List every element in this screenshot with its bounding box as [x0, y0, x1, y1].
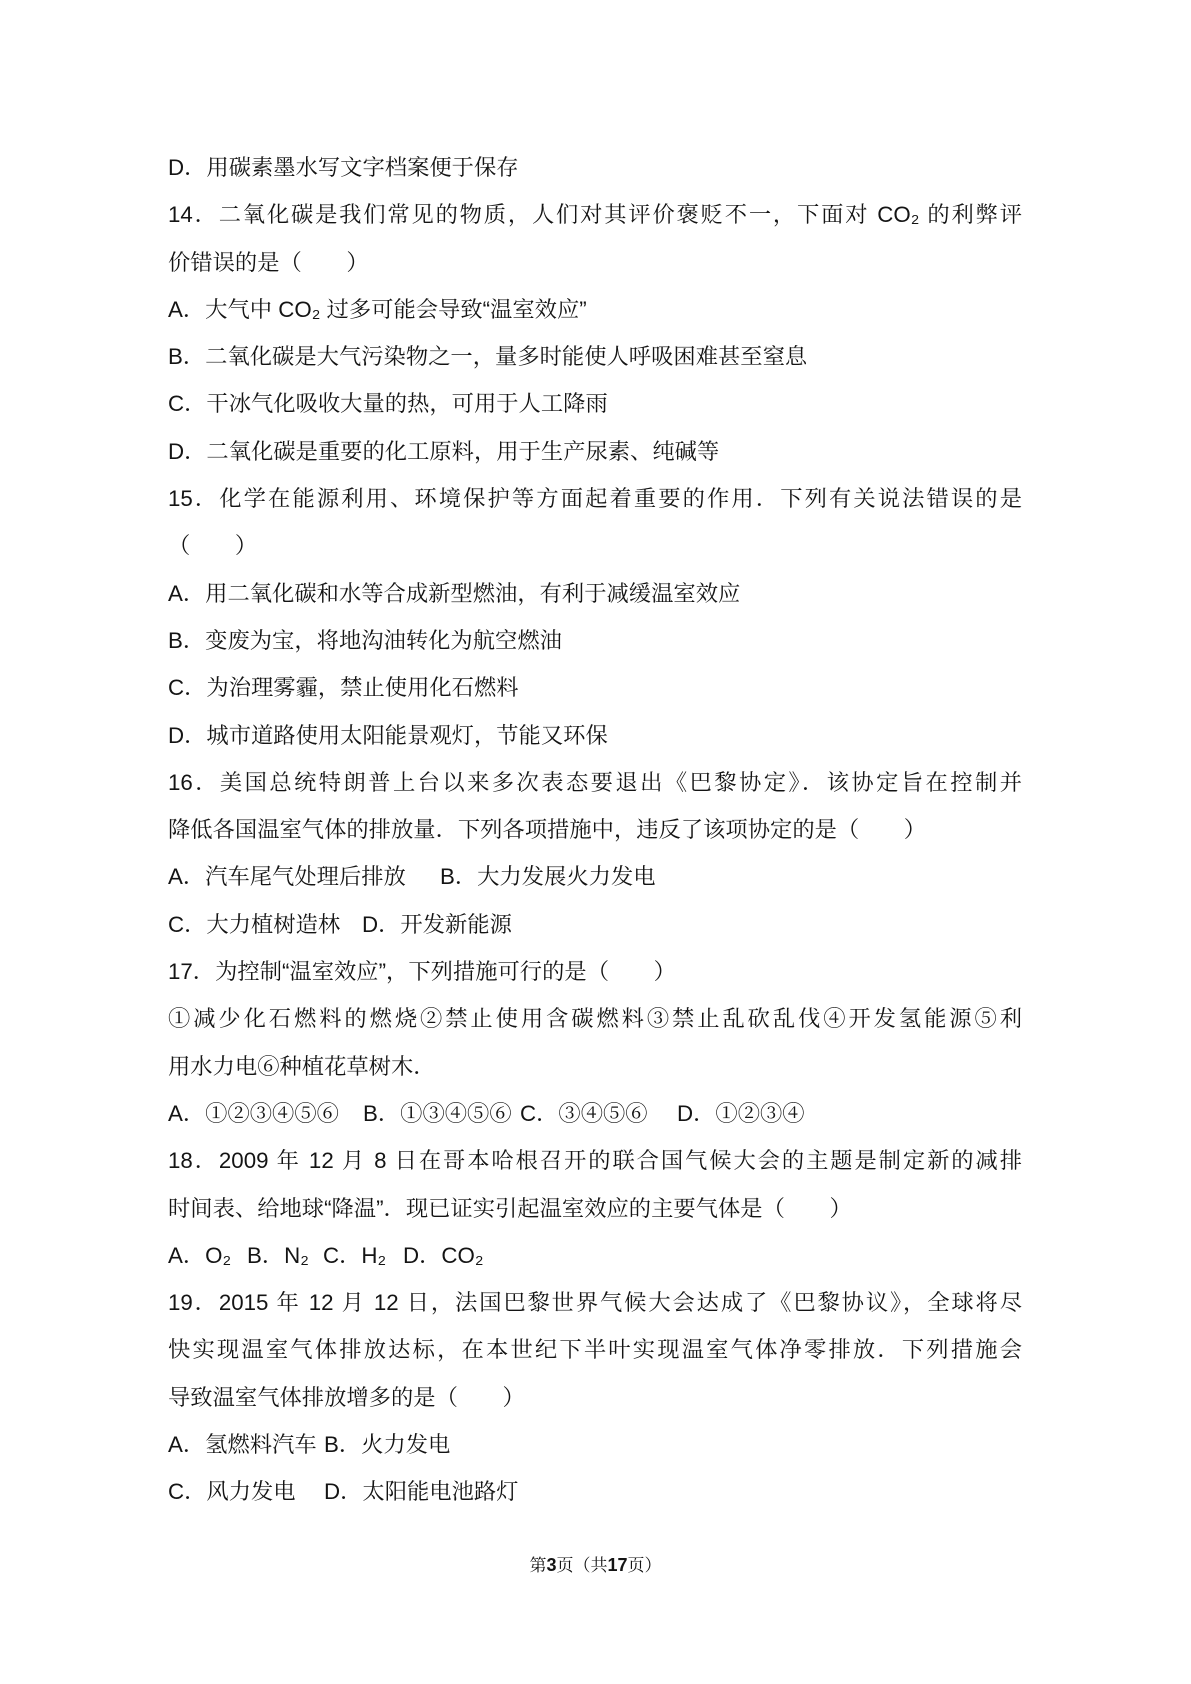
option-c: C．大力植树造林 — [168, 911, 341, 937]
question-14 — [168, 191, 1022, 475]
option-b: B．火力发电 — [324, 1432, 451, 1458]
question-18 — [168, 1137, 1022, 1279]
footer-suffix: 页） — [627, 1556, 662, 1575]
option-b: B．二氧化碳是大气污染物之一，量多时能使人呼吸困难甚至窒息 — [168, 344, 808, 370]
options-row — [168, 1090, 1022, 1137]
option-b: B．①③④⑤⑥ — [363, 1100, 512, 1126]
footer-page-number: 3 — [546, 1555, 557, 1575]
footer-total-pages: 17 — [607, 1555, 628, 1575]
option-b: B．变废为宝，将地沟油转化为航空燃油 — [168, 627, 562, 653]
option-a: A．①②③④⑤⑥ — [168, 1100, 339, 1126]
question-stem-line: 16．美国总统特朗普上台以来多次表态要退出《巴黎协定》．该协定旨在控制并 — [168, 769, 1022, 795]
question-stem-line: 用水力电⑥种植花草树木． — [168, 1053, 436, 1079]
question-16 — [168, 759, 1022, 948]
question-stem-line: （ ） — [168, 533, 258, 559]
question-stem-line: 18．2009 年 12 月 8 日在哥本哈根召开的联合国气候大会的主题是制定新的减排 — [168, 1148, 1022, 1174]
option-d: D．二氧化碳是重要的化工原料，用于生产尿素、纯碱等 — [168, 438, 720, 464]
question-stem-line: 导致温室气体排放增多的是（ ） — [168, 1384, 525, 1410]
options-row — [168, 853, 1022, 900]
option-c: C．风力发电 — [168, 1479, 296, 1505]
question-stem-line: 17．为控制“温室效应”，下列措施可行的是（ ） — [168, 959, 676, 985]
question-17 — [168, 948, 1022, 1137]
options-row — [168, 1421, 1022, 1468]
option-a: A．汽车尾气处理后排放 — [168, 864, 406, 890]
option-d: D．城市道路使用太阳能景观灯，节能又环保 — [168, 722, 608, 748]
question-stem-line: 14．二氧化碳是我们常见的物质，人们对其评价褒贬不一，下面对 CO₂ 的利弊评 — [168, 202, 1022, 228]
option-c: C．③④⑤⑥ — [520, 1100, 648, 1126]
question-stem-line: ①减少化石燃料的燃烧②禁止使用含碳燃料③禁止乱砍乱伐④开发氢能源⑤利 — [168, 1006, 1022, 1032]
option-b: B．N₂ — [247, 1242, 309, 1268]
question-15 — [168, 475, 1022, 759]
option-a: A．氢燃料汽车 — [168, 1432, 317, 1458]
option-a: A．O₂ — [168, 1242, 232, 1268]
option-a: A．大气中 CO₂ 过多可能会导致“温室效应” — [168, 296, 587, 322]
option-a: A．用二氧化碳和水等合成新型燃油，有利于减缓温室效应 — [168, 580, 741, 606]
question-stem-line: 降低各国温室气体的排放量．下列各项措施中，违反了该项协定的是（ ） — [168, 817, 927, 843]
question-19 — [168, 1279, 1022, 1515]
option-c: C．干冰气化吸收大量的热，可用于人工降雨 — [168, 391, 608, 417]
option-c: C．为治理雾霾，禁止使用化石燃料 — [168, 675, 519, 701]
question-stem-line: 时间表、给地球“降温”．现已证实引起温室效应的主要气体是（ ） — [168, 1195, 852, 1221]
footer-prefix: 第 — [529, 1556, 547, 1575]
page-body — [168, 144, 1022, 1516]
options-row — [168, 1468, 1022, 1515]
question-stem-line: 快实现温室气体排放达标，在本世纪下半叶实现温室气体净零排放．下列措施会 — [168, 1337, 1022, 1363]
option-d: D．①②③④ — [677, 1100, 805, 1126]
question-stem-line: 15．化学在能源利用、环境保护等方面起着重要的作用．下列有关说法错误的是 — [168, 486, 1022, 512]
option-d: D．CO₂ — [403, 1242, 484, 1268]
page-footer — [0, 1552, 1191, 1579]
option-d: D．开发新能源 — [362, 911, 512, 937]
option-c: C．H₂ — [323, 1242, 387, 1268]
option-d: D．太阳能电池路灯 — [324, 1479, 519, 1505]
question-stem-line: 19．2015 年 12 月 12 日，法国巴黎世界气候大会达成了《巴黎协议》，全球将尽 — [168, 1290, 1022, 1316]
q13-option-d: D．用碳素墨水写文字档案便于保存 — [168, 155, 519, 180]
options-row — [168, 901, 1022, 948]
question-stem-line: 价错误的是（ ） — [168, 249, 369, 275]
option-b: B．大力发展火力发电 — [440, 864, 656, 890]
options-row — [168, 1232, 1022, 1279]
footer-middle: 页（共 — [556, 1556, 608, 1575]
